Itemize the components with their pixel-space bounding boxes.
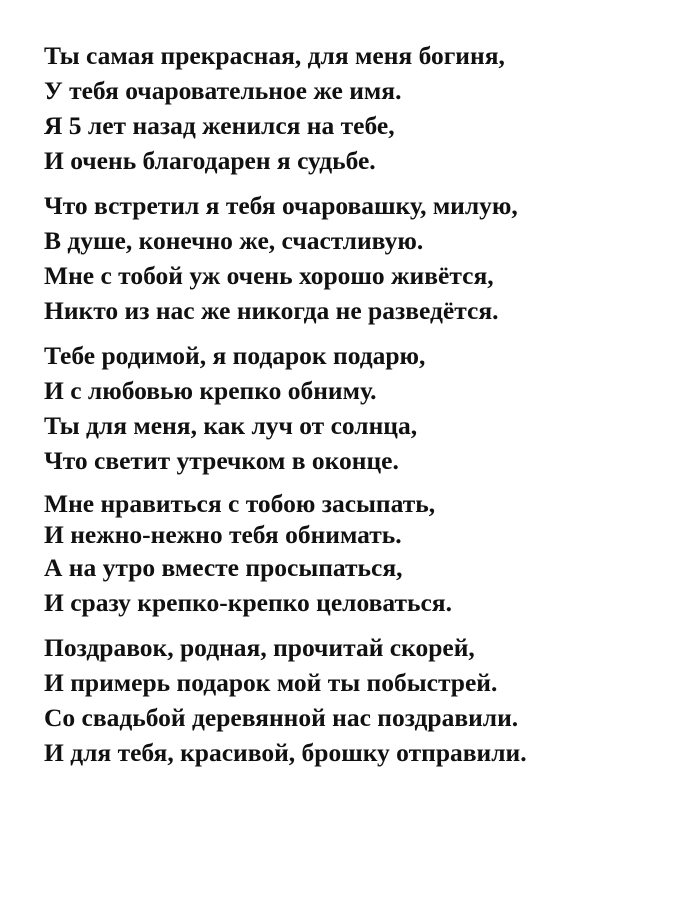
poem-line: Со свадьбой деревянной нас поздравили. [44, 703, 519, 732]
stanza-1 [44, 38, 684, 178]
poem-line: Что встретил я тебя очаровашку, милую, [44, 191, 518, 220]
poem-line: Ты самая прекрасная, для меня богиня, [44, 41, 505, 70]
poem-line: Ты для меня, как луч от солнца, [44, 411, 418, 440]
poem-line: И нежно-нежно тебя обнимать. [44, 520, 402, 549]
stanza-3 [44, 338, 684, 478]
poem-line: В душе, конечно же, счастливую. [44, 226, 424, 255]
poem-line: И с любовью крепко обниму. [44, 376, 377, 405]
poem-line: А на утро вместе просыпаться, [44, 553, 403, 582]
poem-text [44, 38, 684, 780]
poem-line: Что светит утречком в оконце. [44, 446, 399, 475]
stanza-5 [44, 630, 684, 770]
stanza-4 [44, 488, 684, 620]
poem-line: И примерь подарок мой ты побыстрей. [44, 668, 498, 697]
stanza-2 [44, 188, 684, 328]
poem-line: Никто из нас же никогда не разведётся. [44, 296, 499, 325]
poem-line: И очень благодарен я судьбе. [44, 146, 376, 175]
poem-line: Тебе родимой, я подарок подарю, [44, 341, 426, 370]
poem-line: Я 5 лет назад женился на тебе, [44, 111, 395, 140]
poem-line: И для тебя, красивой, брошку отправили. [44, 738, 527, 767]
poem-line: Мне нравиться с тобою засыпать, [44, 489, 436, 518]
poem-line: Мне с тобой уж очень хорошо живётся, [44, 261, 494, 290]
poem-line: И сразу крепко-крепко целоваться. [44, 588, 452, 617]
poem-line: У тебя очаровательное же имя. [44, 76, 402, 105]
poem-line: Поздравок, родная, прочитай скорей, [44, 633, 475, 662]
